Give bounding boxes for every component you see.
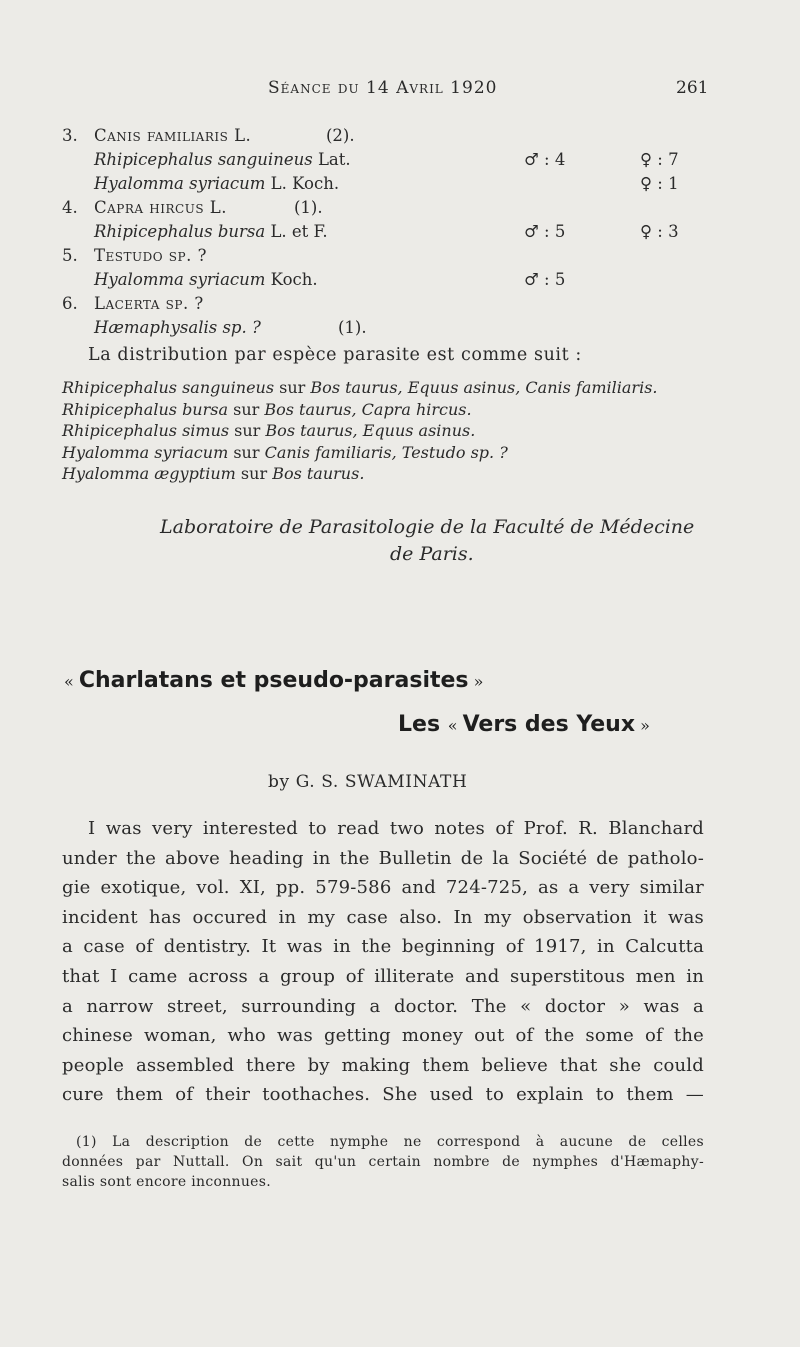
list-item [62,316,742,340]
laboratory-line: Laboratoire de Parasitologie de la Faculté de Médecine [160,516,695,538]
male-count: ♂ : 5 [524,222,566,241]
footnote-line: salis sont encore inconnues. [62,1174,271,1190]
host-parasite-list [62,124,742,340]
female-count: ♀ : 7 [640,150,679,169]
footnote [62,1132,704,1192]
body-line: a narrow street, surrounding a doctor. The « doctor » was a [62,995,704,1017]
host-count: (2). [326,126,355,145]
host-name: Lacerta sp. ? [94,294,204,313]
host-name: Canis familiaris L. [94,126,252,145]
male-count: ♂ : 4 [524,150,566,169]
footnote-line: données par Nuttall. On sait qu'un certain nombre de nymphes d'Hæmaphy- [62,1154,704,1170]
host-count: (1). [294,198,323,217]
page-number: 261 [676,78,709,98]
body-line: people assembled there by making them believe that she could [62,1054,704,1076]
body-line: a case of dentistry. It was in the beginning of 1917, in Calcutta [62,936,704,958]
parasite-name: Hyalomma syriacum L. Koch. [94,174,340,193]
article-body [62,814,704,1110]
list-item [62,244,742,268]
header-title: Séance du 14 Avril 1920 [268,78,498,98]
list-item [62,124,742,148]
list-item [62,292,742,316]
article-subtitle: Les « Vers des Yeux » [398,712,650,737]
body-line: that I came across a group of illiterate and superstitous men in [62,965,704,987]
list-item [62,220,742,244]
entry-number: 6. [62,294,78,313]
body-line: cure them of their toothaches. She used to explain to them — [62,1084,704,1106]
footnote-ref: (1). [338,318,367,337]
entry-number: 5. [62,246,78,265]
entry-number: 3. [62,126,78,145]
host-name: Capra hircus L. [94,198,228,217]
female-count: ♀ : 1 [640,174,679,193]
list-item: Rhipicephalus sanguineus sur Bos taurus, Equus asinus, Canis familiaris. [62,378,658,397]
distribution-list [62,377,658,485]
list-item [62,172,742,196]
body-line: incident has occured in my case also. In my observation it was [62,906,704,928]
list-item [62,196,742,220]
parasite-name: Rhipicephalus bursa L. et F. [94,222,328,241]
article-title: « Charlatans et pseudo-parasites » [64,668,484,693]
running-header [0,78,800,104]
byline: by G. S. SWAMINATH [268,772,468,792]
laboratory-line: de Paris. [390,543,474,565]
list-item: Hyalomma syriacum sur Canis familiaris, Testudo sp. ? [62,442,508,462]
distribution-intro: La distribution par espèce parasite est comme suit : [88,345,582,365]
body-line: under the above heading in the Bulletin de la Société de patholo- [62,847,704,869]
body-line: chinese woman, who was getting money out of the some of the [62,1025,704,1047]
parasite-name: Rhipicephalus sanguineus Lat. [94,150,351,169]
parasite-name: Hæmaphysalis sp. ? [94,318,261,337]
body-line: gie exotique, vol. XI, pp. 579-586 and 724-725, as a very similar [62,877,704,899]
entry-number: 4. [62,198,78,217]
list-item: Rhipicephalus bursa sur Bos taurus, Capra hircus. [62,399,472,419]
male-count: ♂ : 5 [524,270,566,289]
list-item: Rhipicephalus simus sur Bos taurus, Equus asinus. [62,421,476,440]
host-name: Testudo sp. ? [94,246,207,265]
parasite-name: Hyalomma syriacum Koch. [94,270,318,289]
list-item [62,268,742,292]
list-item [62,148,742,172]
footnote-line: (1) La description de cette nymphe ne correspond à aucune de celles [76,1134,704,1150]
body-line: I was very interested to read two notes of Prof. R. Blanchard [88,818,704,839]
list-item: Hyalomma ægyptium sur Bos taurus. [62,464,365,483]
female-count: ♀ : 3 [640,222,679,241]
